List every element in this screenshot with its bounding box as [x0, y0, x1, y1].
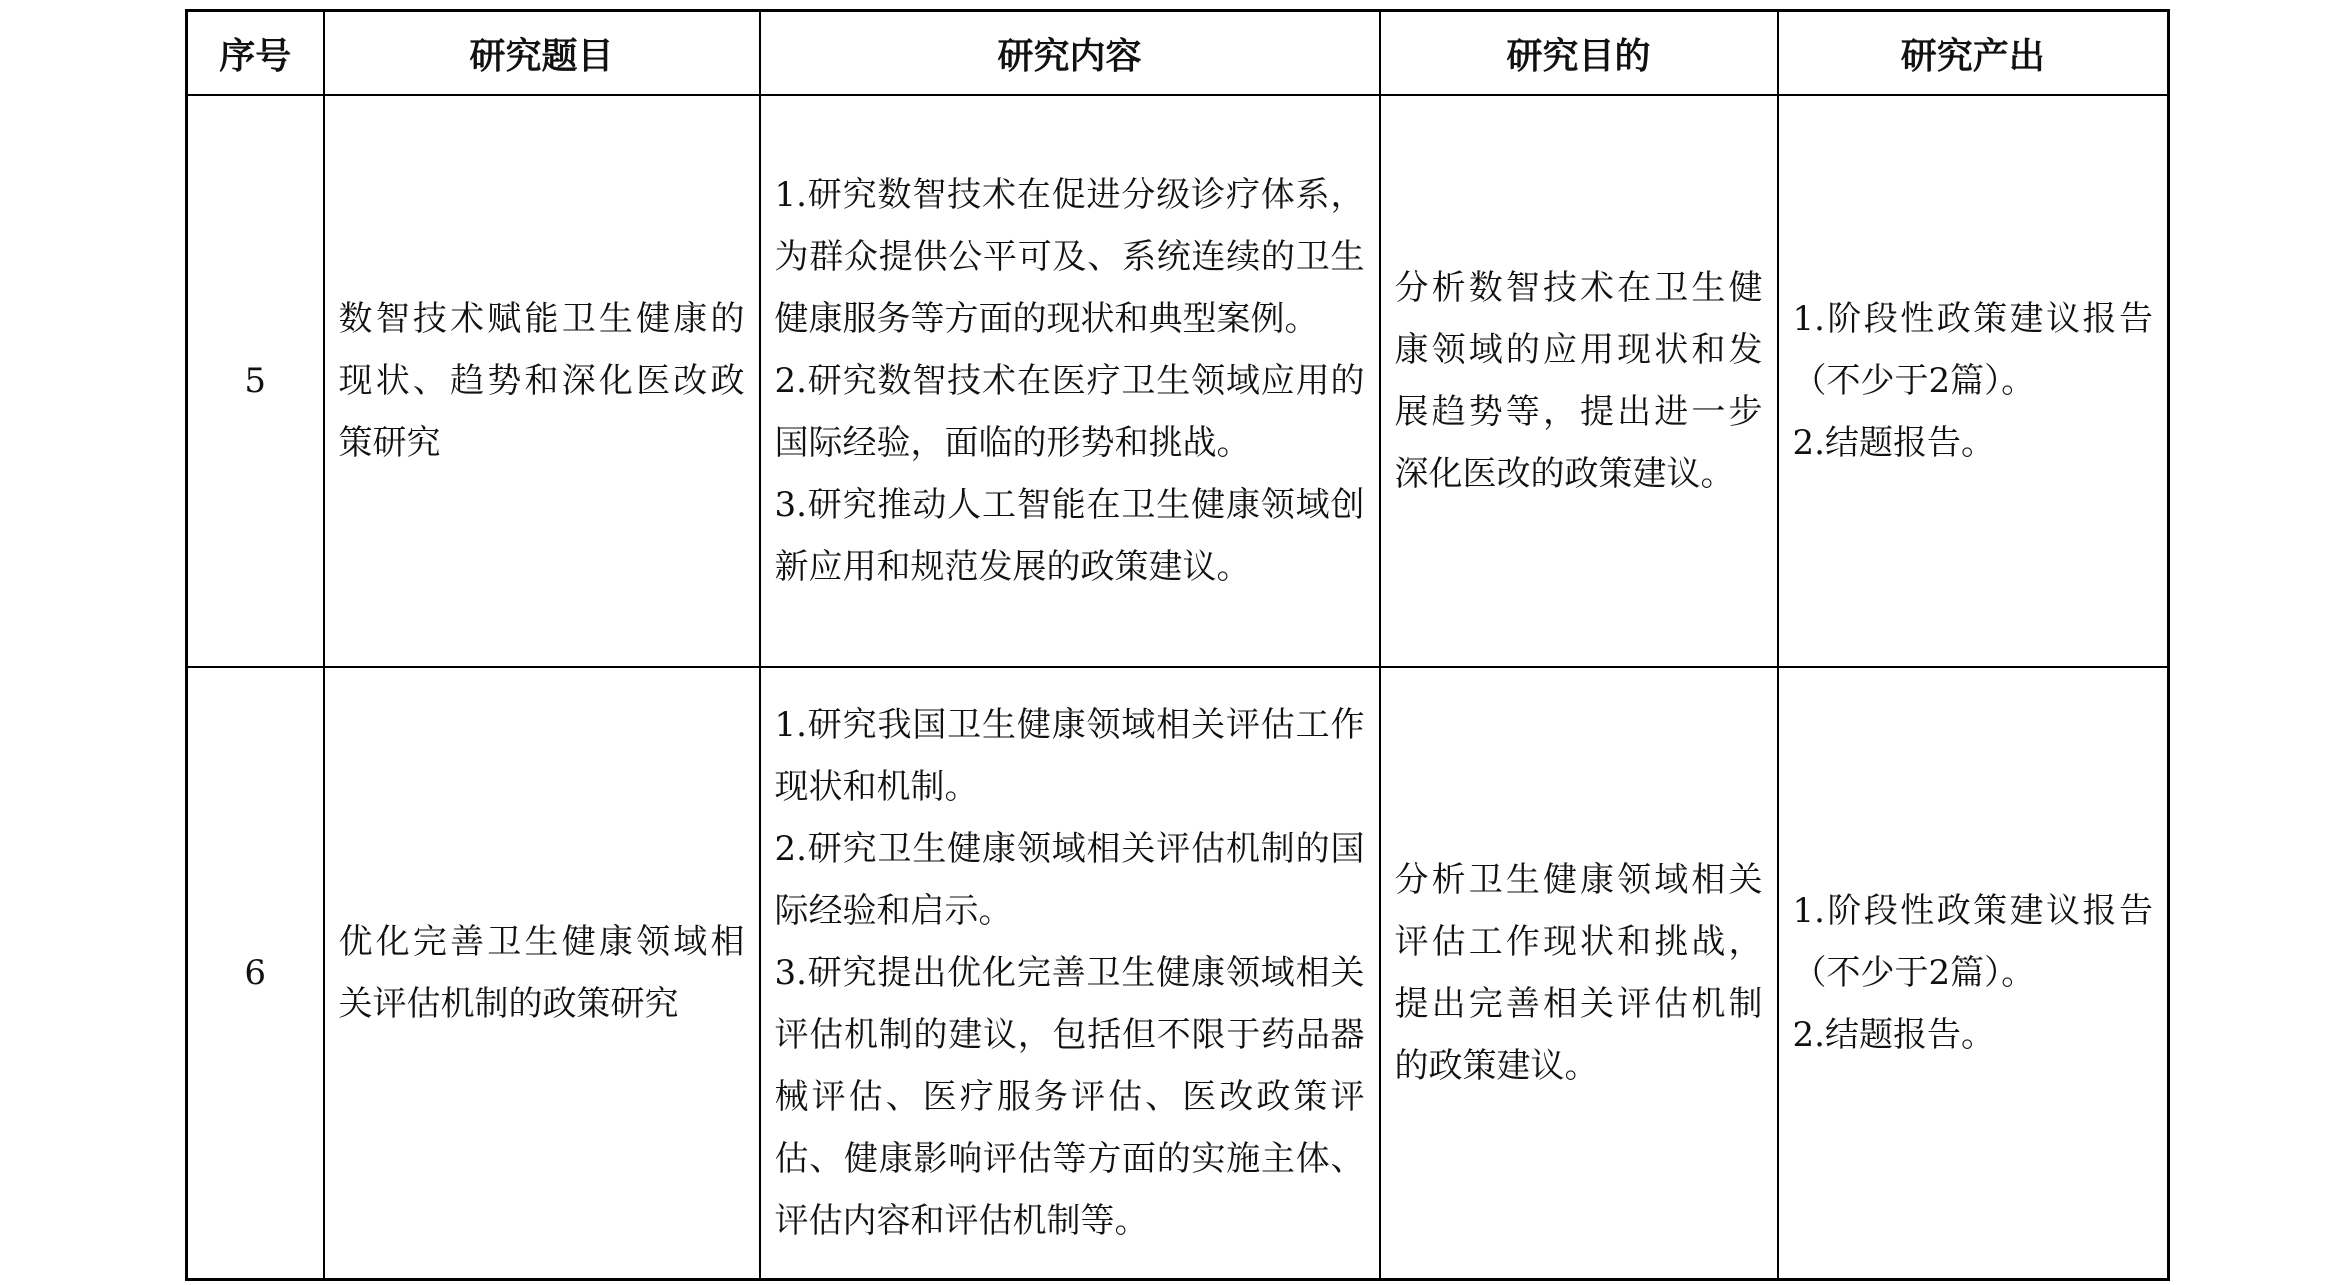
table-header-row — [187, 11, 2169, 96]
research-topics-table — [185, 9, 2170, 1281]
row-index: 5 — [187, 95, 324, 667]
content-item: 1.研究我国卫生健康领域相关评估工作现状和机制。 — [774, 705, 1365, 807]
content-item: 1.研究数智技术在促进分级诊疗体系，为群众提供公平可及、系统连续的卫生健康服务等方面的现状和典型案例。 — [774, 175, 1365, 339]
row-purpose: 分析卫生健康领域相关评估工作现状和挑战，提出完善相关评估机制的政策建议。 — [1380, 667, 1778, 1280]
row-output — [1778, 95, 2169, 667]
content-item: 3.研究提出优化完善卫生健康领域相关评估机制的建议，包括但不限于药品器械评估、医疗服务评估、医改政策评估、健康影响评估等方面的实施主体、评估内容和评估机制等。 — [774, 953, 1365, 1241]
table-row — [187, 667, 2169, 1280]
header-topic: 研究题目 — [324, 11, 760, 96]
header-content: 研究内容 — [760, 11, 1380, 96]
row-content — [760, 667, 1380, 1280]
table-row — [187, 95, 2169, 667]
row-topic: 优化完善卫生健康领域相关评估机制的政策研究 — [324, 667, 760, 1280]
row-purpose: 分析数智技术在卫生健康领域的应用现状和发展趋势等，提出进一步深化医改的政策建议。 — [1380, 95, 1778, 667]
output-item: 1.阶段性政策建议报告（不少于2篇）。 — [1792, 891, 2153, 993]
row-index: 6 — [187, 667, 324, 1280]
row-topic: 数智技术赋能卫生健康的现状、趋势和深化医改政策研究 — [324, 95, 760, 667]
header-purpose: 研究目的 — [1380, 11, 1778, 96]
header-output: 研究产出 — [1778, 11, 2169, 96]
output-item: 2.结题报告。 — [1792, 423, 1995, 463]
content-item: 3.研究推动人工智能在卫生健康领域创新应用和规范发展的政策建议。 — [774, 485, 1365, 587]
row-output — [1778, 667, 2169, 1280]
content-item: 2.研究数智技术在医疗卫生领域应用的国际经验，面临的形势和挑战。 — [774, 361, 1365, 463]
row-content — [760, 95, 1380, 667]
content-item: 2.研究卫生健康领域相关评估机制的国际经验和启示。 — [774, 829, 1365, 931]
output-item: 2.结题报告。 — [1792, 1015, 1995, 1055]
output-item: 1.阶段性政策建议报告（不少于2篇）。 — [1792, 299, 2153, 401]
header-index: 序号 — [187, 11, 324, 96]
